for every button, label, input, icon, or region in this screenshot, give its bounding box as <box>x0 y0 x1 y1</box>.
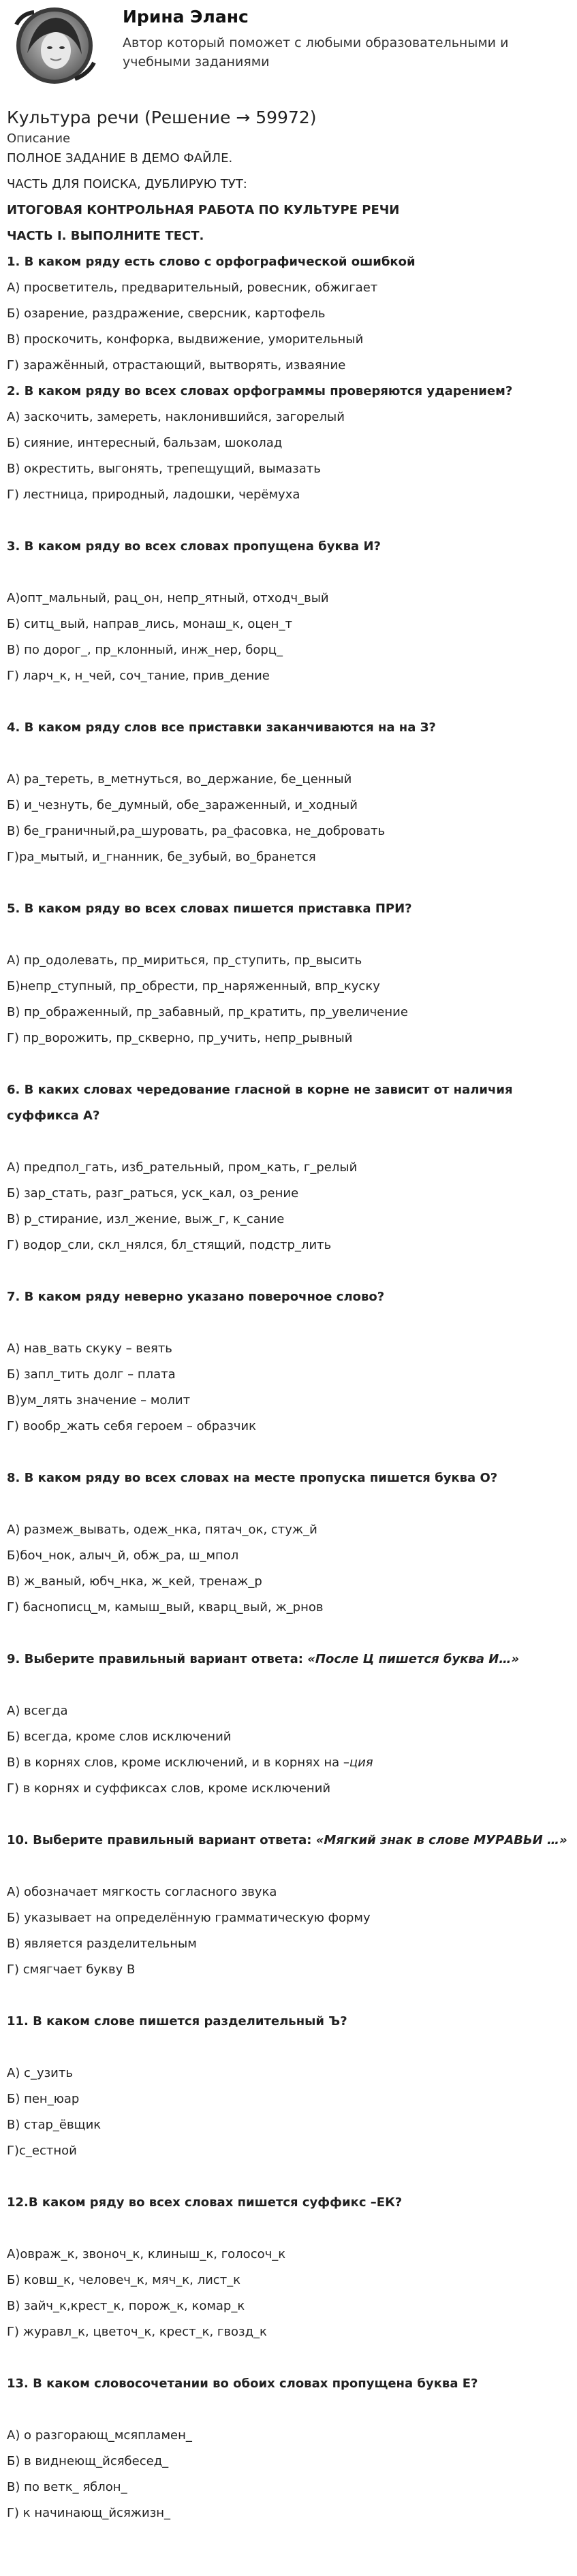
spacer <box>7 870 570 896</box>
answer-text: А) предпол_гать, изб_рательный, пром_кать, г_релый <box>7 1160 358 1175</box>
author-name[interactable]: Ирина Эланс <box>123 7 249 27</box>
question-title <box>7 379 570 404</box>
question-text: 8. В каком ряду во всех словах на месте пропуска пишется буква О? <box>7 1471 498 1485</box>
spacer <box>7 2035 570 2061</box>
answer-option <box>7 1879 570 1905</box>
question-text: 13. В каком словосочетании во обоих словах пропущена буква Е? <box>7 2376 478 2391</box>
answer-text: В)ум_лять значение – молит <box>7 1393 191 1408</box>
answer-option <box>7 1595 570 1621</box>
answer-text: А) пр_одолевать, пр_мириться, пр_ступить, пр_высить <box>7 953 362 968</box>
question-title <box>7 1647 570 1672</box>
answer-option <box>7 1724 570 1750</box>
answer-text: Б) зар_стать, разг_раться, уск_кал, оз_рение <box>7 1186 299 1200</box>
answer-text: В) зайч_к,крест_к, порож_к, комар_к <box>7 2299 245 2313</box>
question-title <box>7 715 570 741</box>
answer-option <box>7 482 570 508</box>
question-text: 6. В каких словах чередование гласной в корне не зависит от наличия суффикса А? <box>7 1083 513 1123</box>
answer-option <box>7 327 570 353</box>
avatar[interactable] <box>7 5 102 86</box>
spacer <box>7 1983 570 2009</box>
answer-text: В) ж_ваный, юбч_нка, ж_кей, тренаж_р <box>7 1574 262 1589</box>
answer-option <box>7 2423 570 2449</box>
spacer <box>7 1621 570 1647</box>
spacer <box>7 1491 570 1517</box>
answer-text: Г) вообр_жать себя героем – образчик <box>7 1419 256 1433</box>
answer-text: А) просветитель, предварительный, ровесник, обжигает <box>7 281 378 295</box>
answer-text: Г) лестница, природный, ладошки, черёмуха <box>7 488 300 502</box>
answer-text: Б) всегда, кроме слов исключений <box>7 1730 232 1744</box>
answer-option <box>7 663 570 689</box>
spacer <box>7 560 570 586</box>
spacer <box>7 1051 570 1077</box>
answer-option <box>7 1776 570 1802</box>
document-body <box>7 146 570 2526</box>
question-text: 12.В каком ряду во всех словах пишется суффикс –ЕК? <box>7 2195 403 2210</box>
answer-text: Г)с_естной <box>7 2144 77 2158</box>
answer-text: Б) и_чезнуть, бе_думный, обе_зараженный, и_ходный <box>7 798 358 812</box>
answer-option <box>7 1543 570 1569</box>
answer-option <box>7 301 570 327</box>
answer-option <box>7 430 570 456</box>
answer-text: Г) к начинающ_йсяжизн_ <box>7 2506 171 2520</box>
answer-text: Г) водор_сли, скл_нялся, бл_стящий, подстр_лить <box>7 1238 332 1252</box>
answer-option <box>7 586 570 611</box>
answer-text: Г) заражённый, отрастающий, вытворять, изваяние <box>7 358 346 372</box>
question-title <box>7 1828 570 1854</box>
question-title <box>7 249 570 275</box>
spacer <box>7 922 570 948</box>
answer-option <box>7 1517 570 1543</box>
answer-option <box>7 948 570 974</box>
answer-text: Г) ларч_к, н_чей, соч_тание, прив_дение <box>7 669 270 683</box>
answer-text: В) окрестить, выгонять, трепещущий, вымазать <box>7 462 321 476</box>
answer-text: Б) ситц_вый, направ_лись, монаш_к, оцен_т <box>7 617 292 631</box>
answer-text: А) с_узить <box>7 2066 73 2080</box>
answer-option <box>7 1336 570 1362</box>
answer-option <box>7 404 570 430</box>
question-text: 10. Выберите правильный вариант ответа: <box>7 1833 316 1847</box>
answer-text: В) в корнях слов, кроме исключений, и в корнях на – <box>7 1755 349 1770</box>
answer-text: Г) баснописц_м, камыш_вый, кварц_вый, ж_рнов <box>7 1600 324 1615</box>
answer-text: А)овраж_к, звоноч_к, клиныш_к, голосоч_к <box>7 2247 286 2261</box>
question-text: 2. В каком ряду во всех словах орфограммы проверяются ударением? <box>7 384 513 398</box>
question-title <box>7 2009 570 2035</box>
answer-option <box>7 1388 570 1414</box>
spacer <box>7 1854 570 1879</box>
answer-text: Б)непр_ступный, пр_обрести, пр_наряженный, впр_куску <box>7 979 380 993</box>
answer-text: Б) пен_юар <box>7 2092 80 2106</box>
answer-option <box>7 1207 570 1233</box>
answer-option <box>7 2086 570 2112</box>
answer-text: А) о разгорающ_мсяпламен_ <box>7 2428 192 2443</box>
answer-text: А) ра_тереть, в_метнуться, во_держание, бе_ценный <box>7 772 352 786</box>
answer-text: А) нав_вать скуку – веять <box>7 1341 172 1356</box>
author-info <box>123 5 570 71</box>
spacer <box>7 1440 570 1465</box>
question-text: 9. Выберите правильный вариант ответа: <box>7 1652 308 1666</box>
test-heading: ИТОГОВАЯ КОНТРОЛЬНАЯ РАБОТА ПО КУЛЬТУРЕ РЕЧИ <box>7 203 400 217</box>
spacer <box>7 2164 570 2190</box>
question-quote: «После Ц пишется буква И…» <box>307 1652 520 1666</box>
question-title <box>7 1077 570 1129</box>
answer-option <box>7 1931 570 1957</box>
answer-text: Г) смягчает букву В <box>7 1962 136 1977</box>
answer-option <box>7 456 570 482</box>
answer-option <box>7 2242 570 2268</box>
answer-option <box>7 1957 570 1983</box>
question-title <box>7 1465 570 1491</box>
answer-option <box>7 1362 570 1388</box>
author-header <box>7 0 570 93</box>
answer-option <box>7 767 570 793</box>
answer-text: А) размеж_вывать, одеж_нка, пятач_ок, стуж_й <box>7 1523 317 1537</box>
answer-option <box>7 2449 570 2475</box>
spacer <box>7 508 570 534</box>
answer-text: В) по дорог_, пр_клонный, инж_нер, борц_ <box>7 643 283 657</box>
answer-text: Б) запл_тить долг – плата <box>7 1367 176 1382</box>
answer-option <box>7 2112 570 2138</box>
answer-text: В) по ветк_ яблон_ <box>7 2480 127 2494</box>
answer-option <box>7 1750 570 1776</box>
spacer <box>7 1258 570 1284</box>
question-text: 7. В каком ряду неверно указано поверочное слово? <box>7 1290 385 1304</box>
answer-option <box>7 2475 570 2500</box>
answer-option <box>7 1905 570 1931</box>
spacer <box>7 1310 570 1336</box>
answer-text: Б) озарение, раздражение, сверсник, картофель <box>7 306 326 321</box>
spacer <box>7 1672 570 1698</box>
answer-option <box>7 353 570 379</box>
intro-line: ЧАСТЬ ДЛЯ ПОИСКА, ДУБЛИРУЮ ТУТ: <box>7 177 247 191</box>
questions-list <box>7 249 570 2526</box>
question-title <box>7 896 570 922</box>
answer-text: Б) ковш_к, человеч_к, мяч_к, лист_к <box>7 2273 241 2287</box>
spacer <box>7 2397 570 2423</box>
answer-option <box>7 637 570 663</box>
question-text: 4. В каком ряду слов все приставки заканчиваются на на З? <box>7 720 436 735</box>
answer-option <box>7 1155 570 1181</box>
question-title <box>7 1284 570 1310</box>
answer-text: А) заскочить, замереть, наклонившийся, загорелый <box>7 410 345 424</box>
answer-option <box>7 2293 570 2319</box>
question-quote: «Мягкий знак в слове МУРАВЬИ …» <box>315 1833 567 1847</box>
answer-text: А) всегда <box>7 1704 68 1718</box>
answer-option <box>7 1698 570 1724</box>
answer-text: А) обозначает мягкость согласного звука <box>7 1885 277 1899</box>
spacer <box>7 741 570 767</box>
answer-option <box>7 1025 570 1051</box>
answer-option <box>7 611 570 637</box>
answer-option <box>7 793 570 818</box>
answer-text: Б) указывает на определённую грамматическую форму <box>7 1911 371 1925</box>
answer-option <box>7 1414 570 1440</box>
answer-text: В) является разделительным <box>7 1937 197 1951</box>
answer-option <box>7 1000 570 1025</box>
description-label: Описание <box>7 131 71 146</box>
answer-text: В) проскочить, конфорка, выдвижение, уморительный <box>7 332 364 347</box>
spacer <box>7 1129 570 1155</box>
answer-option <box>7 275 570 301</box>
answer-text: А)опт_мальный, рац_он, непр_ятный, отходч_вый <box>7 591 329 605</box>
answer-option <box>7 818 570 844</box>
spacer <box>7 2345 570 2371</box>
answer-text: В) пр_ображенный, пр_забавный, пр_кратить, пр_увеличение <box>7 1005 408 1019</box>
answer-option <box>7 2319 570 2345</box>
author-description: Автор который поможет с любыми образовательными и учебными заданиями <box>123 35 509 69</box>
question-title <box>7 2190 570 2216</box>
spacer <box>7 689 570 715</box>
answer-text: Б)боч_нок, алыч_й, обж_ра, ш_мпол <box>7 1548 239 1563</box>
part-heading: ЧАСТЬ I. ВЫПОЛНИТЕ ТЕСТ. <box>7 229 204 243</box>
answer-italic: ция <box>349 1755 373 1770</box>
answer-text: Б) в виднеющ_йсябесед_ <box>7 2454 169 2468</box>
answer-text: В) бе_граничный,ра_шуровать, ра_фасовка, не_добровать <box>7 824 386 838</box>
spacer <box>7 2216 570 2242</box>
answer-option <box>7 2061 570 2086</box>
answer-option <box>7 2138 570 2164</box>
question-title <box>7 2371 570 2397</box>
answer-text: Г) журавл_к, цветоч_к, крест_к, гвозд_к <box>7 2325 267 2339</box>
page-title: Культура речи (Решение → 59972) <box>7 108 317 127</box>
answer-option <box>7 844 570 870</box>
answer-option <box>7 2500 570 2526</box>
question-text: 11. В каком слове пишется разделительный Ъ? <box>7 2014 347 2029</box>
answer-text: Г) пр_ворожить, пр_скверно, пр_учить, непр_рывный <box>7 1031 353 1045</box>
answer-text: В) стар_ёвщик <box>7 2118 102 2132</box>
answer-option <box>7 1233 570 1258</box>
question-text: 3. В каком ряду во всех словах пропущена буква И? <box>7 539 381 554</box>
intro-line: ПОЛНОЕ ЗАДАНИЕ В ДЕМО ФАЙЛЕ. <box>7 151 233 165</box>
answer-text: Г)ра_мытый, и_гнанник, бе_зубый, во_бранется <box>7 850 316 864</box>
answer-option <box>7 2268 570 2293</box>
spacer <box>7 1802 570 1828</box>
answer-text: Г) в корнях и суффиксах слов, кроме исключений <box>7 1781 331 1796</box>
question-text: 5. В каком ряду во всех словах пишется приставка ПРИ? <box>7 902 412 916</box>
question-text: 1. В каком ряду есть слово с орфографической ошибкой <box>7 255 416 269</box>
question-title <box>7 534 570 560</box>
answer-option <box>7 1181 570 1207</box>
answer-text: В) р_стирание, изл_жение, выж_г, к_сание <box>7 1212 285 1226</box>
answer-text: Б) сияние, интересный, бальзам, шоколад <box>7 436 283 450</box>
answer-option <box>7 974 570 1000</box>
answer-option <box>7 1569 570 1595</box>
